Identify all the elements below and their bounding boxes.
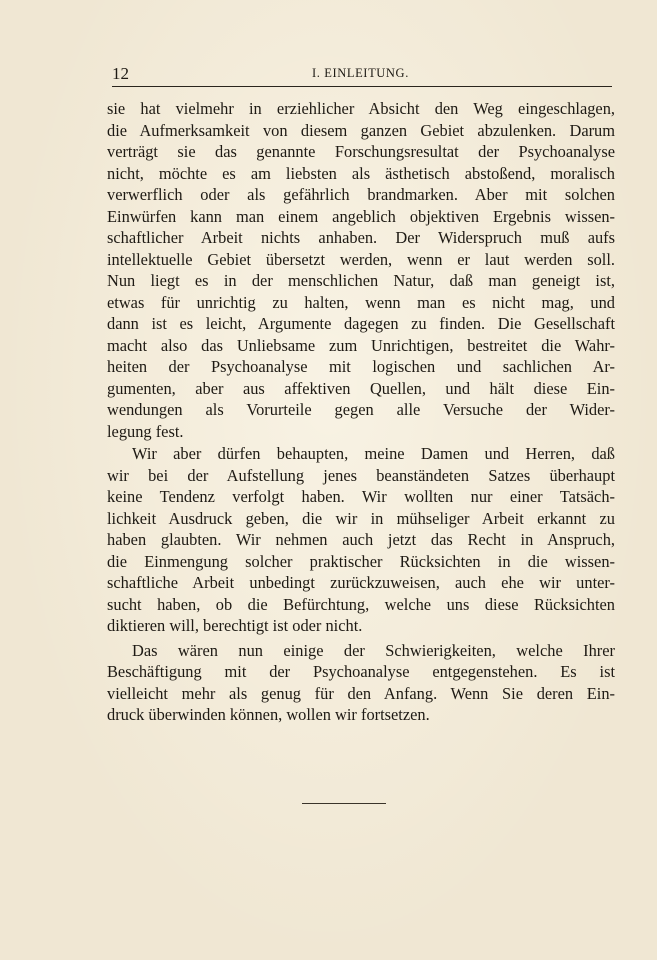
text-line: etwas für unrichtig zu halten, wenn man es nicht mag, und [107, 292, 615, 312]
text-line: schaftlicher Arbeit nichts anhaben. Der Widerspruch muß aufs [107, 228, 615, 247]
text-line: intellektuelle Gebiet übersetzt werden, wenn er laut werden soll. [107, 249, 615, 269]
paragraph-2 [107, 443, 615, 637]
text-line: verträgt sie das genannte Forschungsresultat der Psychoanalyse [107, 142, 615, 161]
text-line: schaftliche Arbeit unbedingt zurückzuweisen, auch ehe wir unter- [107, 573, 615, 592]
text-line: gumenten, aber aus affektiven Quellen, und hält diese Ein- [107, 378, 615, 398]
text-line: legung fest. [107, 421, 184, 441]
paragraph-3 [107, 640, 615, 726]
text-line: Beschäftigung mit der Psychoanalyse entgegenstehen. Es ist [107, 662, 615, 681]
text-line: vielleicht mehr als genug für den Anfang. Wenn Sie deren Ein- [107, 683, 615, 703]
page-header [112, 64, 612, 87]
text-line: diktieren will, berechtigt ist oder nicht. [107, 616, 363, 635]
text-line: lichkeit Ausdruck geben, die wir in mühseliger Arbeit erkannt zu [107, 508, 615, 528]
text-line: die Einmengung solcher praktischer Rücksichten in die wissen- [107, 551, 615, 571]
text-line: haben glaubten. Wir nehmen auch jetzt das Recht in Anspruch, [107, 530, 615, 549]
body-text [107, 98, 615, 726]
text-line: Das wären nun einige der Schwierigkeiten, welche Ihrer [132, 640, 615, 660]
text-line: heiten der Psychoanalyse mit logischen und sachlichen Ar- [107, 357, 615, 376]
text-line: druck überwinden können, wollen wir fortsetzen. [107, 705, 430, 724]
text-line: wendungen als Vorurteile gegen alle Versuche der Wider- [107, 400, 615, 419]
text-line: die Aufmerksamkeit von diesem ganzen Gebiet abzulenken. Darum [107, 120, 615, 140]
end-rule [302, 803, 386, 804]
text-line: wir bei der Aufstellung jenes beanständeten Satzes überhaupt [107, 465, 615, 485]
text-line: sie hat vielmehr in erziehlicher Absicht den Weg eingeschlagen, [107, 99, 615, 118]
text-line: dann ist es leicht, Argumente dagegen zu finden. Die Gesellschaft [107, 314, 615, 333]
text-line: nicht, möchte es am liebsten als ästhetisch abstoßend, moralisch [107, 163, 615, 183]
text-line: Nun liegt es in der menschlichen Natur, daß man geneigt ist, [107, 271, 615, 290]
text-line: macht also das Unliebsame zum Unrichtigen, bestreitet die Wahr- [107, 335, 615, 355]
running-head: I. EINLEITUNG. [312, 66, 409, 80]
text-line: keine Tendenz verfolgt haben. Wir wollten nur einer Tatsäch- [107, 487, 615, 506]
text-line: verwerflich oder als gefährlich brandmarken. Aber mit solchen [107, 185, 615, 204]
text-line: sucht haben, ob die Befürchtung, welche uns diese Rücksichten [107, 594, 615, 614]
text-line: Einwürfen kann man einem angeblich objektiven Ergebnis wissen- [107, 206, 615, 226]
text-line: Wir aber dürfen behaupten, meine Damen und Herren, daß [132, 444, 615, 463]
page-number: 12 [112, 64, 129, 83]
paragraph-1 [107, 98, 615, 442]
